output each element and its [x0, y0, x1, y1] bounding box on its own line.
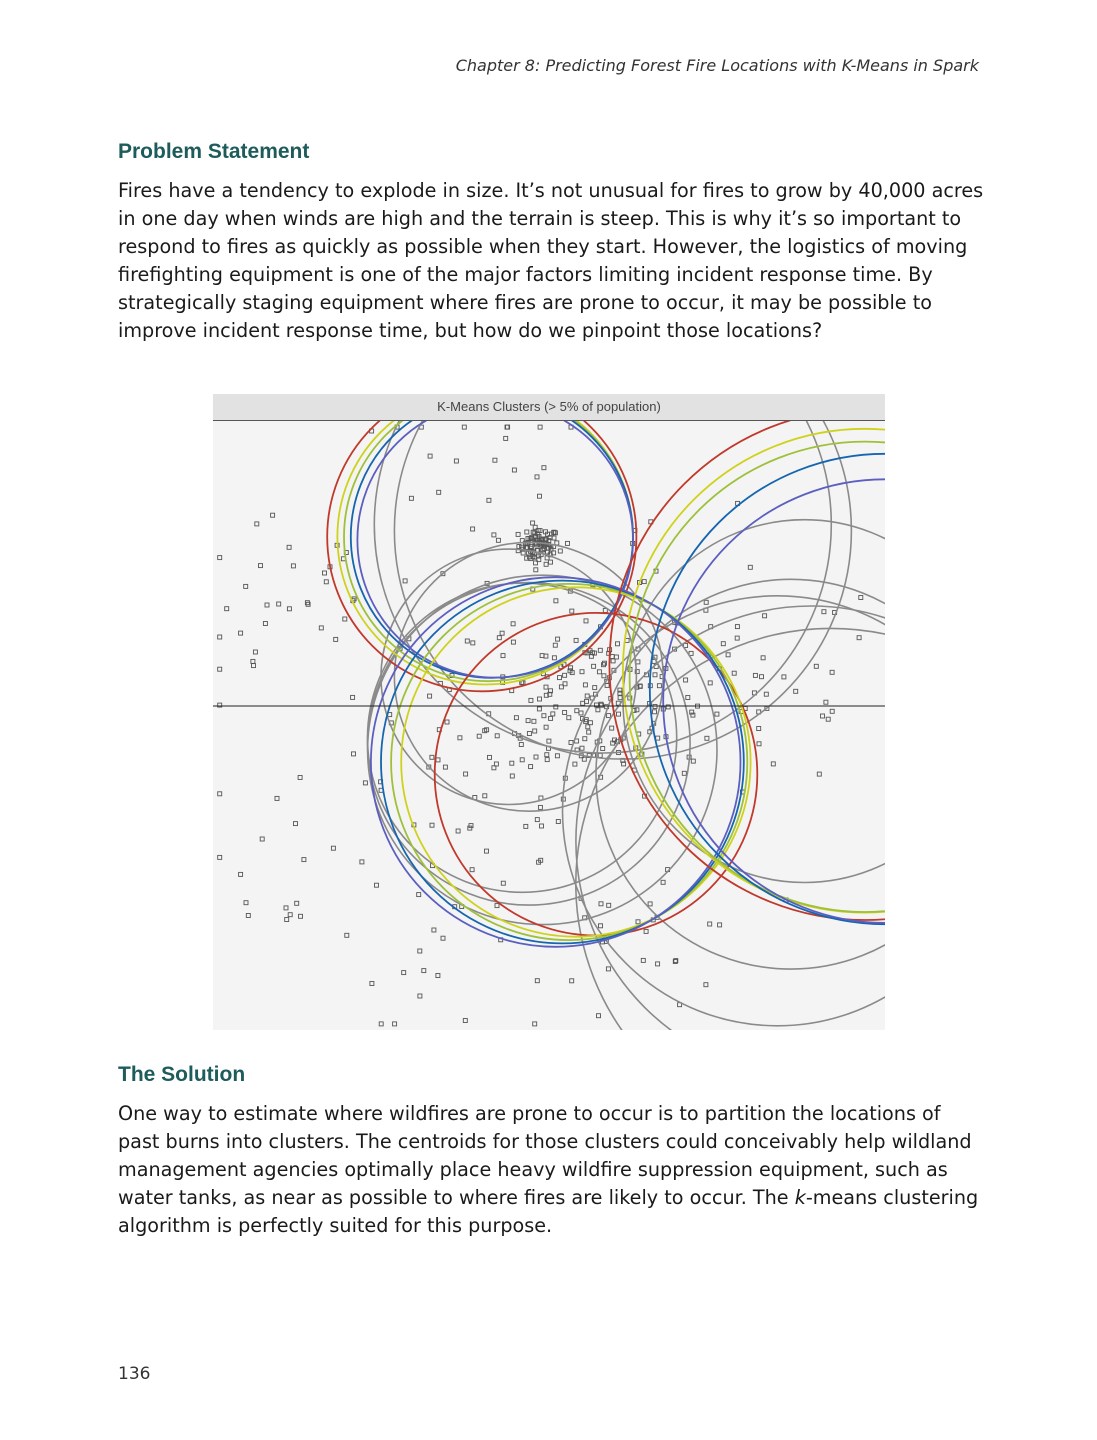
- cluster-circle-gray: [368, 583, 691, 906]
- fire-point: [704, 983, 708, 987]
- fire-point: [556, 820, 560, 824]
- cluster-circles: [327, 394, 885, 1030]
- fire-point: [287, 545, 291, 549]
- fire-point: [487, 498, 491, 502]
- fire-point: [552, 656, 556, 660]
- fire-point: [757, 742, 761, 746]
- fire-point: [428, 454, 432, 458]
- fire-point: [417, 893, 421, 897]
- fire-point: [511, 622, 515, 626]
- fire-point: [469, 824, 473, 828]
- fire-point: [516, 532, 520, 536]
- fire-point: [656, 736, 660, 740]
- fire-point: [544, 562, 548, 566]
- fire-point: [588, 721, 592, 725]
- fire-point: [567, 716, 571, 720]
- fire-point: [375, 883, 379, 887]
- fire-point: [580, 746, 584, 750]
- fire-point: [260, 837, 264, 841]
- fire-point: [504, 436, 508, 440]
- fire-point: [331, 846, 335, 850]
- fire-point: [456, 829, 460, 833]
- scatter-points: [218, 425, 863, 1026]
- fire-point: [501, 654, 505, 658]
- fire-point: [379, 1022, 383, 1026]
- fire-point: [284, 906, 288, 910]
- fire-point: [616, 642, 620, 646]
- fire-point: [586, 725, 590, 729]
- fire-point: [493, 458, 497, 462]
- fire-point: [764, 692, 768, 696]
- solution-text-after: -means clustering algorithm is perfectly suited for this purpose.: [118, 1186, 979, 1237]
- fire-point: [558, 676, 562, 680]
- cluster-circle-purple: [371, 577, 741, 947]
- fire-point: [554, 599, 558, 603]
- fire-point: [584, 619, 588, 623]
- fire-point: [402, 971, 406, 975]
- problem-paragraph: Fires have a tendency to explode in size. It’s not unusual for fires to grow by 40,000 acres in one day when winds are high and the terrain is steep. This is why it’s so important to respond to fires as quickly as possible when they start. However, the logistics of moving firefighting equipment is one of the major factors limiting incident response time. By strategically staging equipment where fires are prone to occur, it may be possible to improve incident response time, but how do we pinpoint those locations?: [118, 179, 984, 342]
- fire-point: [468, 826, 472, 830]
- plot-area: [213, 394, 885, 1030]
- fire-point: [255, 522, 259, 526]
- fire-point: [430, 755, 434, 759]
- fire-point: [579, 711, 583, 715]
- fire-point: [319, 626, 323, 630]
- fire-point: [263, 622, 267, 626]
- fire-point: [531, 521, 535, 525]
- fire-point: [294, 822, 298, 826]
- fire-point: [510, 774, 514, 778]
- fire-point: [573, 762, 577, 766]
- solution-emphasis-k: k: [794, 1186, 806, 1209]
- fire-point: [363, 781, 367, 785]
- fire-point: [537, 707, 541, 711]
- fire-point: [496, 538, 500, 542]
- fire-point: [275, 796, 279, 800]
- fire-point: [483, 794, 487, 798]
- fire-point: [246, 914, 250, 918]
- fire-point: [735, 625, 739, 629]
- fire-point: [225, 607, 229, 611]
- fire-point: [794, 689, 798, 693]
- fire-point: [526, 719, 530, 723]
- fire-point: [602, 674, 606, 678]
- fire-point: [556, 637, 560, 641]
- fire-point: [464, 772, 468, 776]
- fire-point: [601, 747, 605, 751]
- fire-point: [511, 640, 515, 644]
- fire-point: [370, 982, 374, 986]
- fire-point: [563, 711, 567, 715]
- fire-point: [535, 979, 539, 983]
- fire-point: [525, 556, 529, 560]
- fire-point: [748, 565, 752, 569]
- fire-point: [436, 758, 440, 762]
- fire-point: [574, 638, 578, 642]
- fire-point: [291, 564, 295, 568]
- fire-point: [721, 642, 725, 646]
- fire-point: [857, 636, 861, 640]
- fire-point: [534, 568, 538, 572]
- fire-point: [445, 720, 449, 724]
- fire-point: [726, 653, 730, 657]
- fire-point: [763, 614, 767, 618]
- fire-point: [527, 732, 531, 736]
- fire-point: [524, 824, 528, 828]
- fire-point: [218, 635, 222, 639]
- fire-point: [533, 729, 537, 733]
- fire-point: [653, 710, 657, 714]
- fire-point: [592, 664, 596, 668]
- fire-point: [534, 755, 538, 759]
- fire-point: [352, 752, 356, 756]
- fire-point: [618, 696, 622, 700]
- fire-point: [360, 860, 364, 864]
- fire-point: [323, 571, 327, 575]
- fire-point: [532, 719, 536, 723]
- fire-point: [239, 631, 243, 635]
- fire-point: [218, 667, 222, 671]
- fire-point: [495, 904, 499, 908]
- fire-point: [826, 717, 830, 721]
- fire-point: [529, 765, 533, 769]
- fire-point: [715, 712, 719, 716]
- fire-point: [587, 730, 591, 734]
- solution-paragraph: [118, 1100, 988, 1240]
- fire-point: [814, 664, 818, 668]
- fire-point: [465, 639, 469, 643]
- fire-point: [458, 736, 462, 740]
- fire-point: [418, 994, 422, 998]
- fire-point: [436, 974, 440, 978]
- fire-point: [345, 933, 349, 937]
- fire-point: [471, 641, 475, 645]
- solution-heading: The Solution: [118, 1063, 246, 1086]
- fire-point: [252, 664, 256, 668]
- fire-point: [520, 758, 524, 762]
- fire-point: [501, 881, 505, 885]
- fire-point: [648, 902, 652, 906]
- fire-point: [614, 655, 618, 659]
- fire-point: [761, 656, 765, 660]
- fire-point: [538, 494, 542, 498]
- fire-point: [244, 584, 248, 588]
- fire-point: [636, 920, 640, 924]
- fire-point: [409, 496, 413, 500]
- fire-point: [753, 673, 757, 677]
- fire-point: [682, 771, 686, 775]
- fire-point: [641, 958, 645, 962]
- fire-point: [253, 650, 257, 654]
- fire-point: [686, 696, 690, 700]
- fire-point: [519, 743, 523, 747]
- fire-point: [510, 761, 514, 765]
- fire-point: [598, 753, 602, 757]
- fire-point: [545, 753, 549, 757]
- fire-point: [642, 580, 646, 584]
- fire-point: [610, 726, 614, 730]
- fire-point: [593, 686, 597, 690]
- fire-point: [771, 762, 775, 766]
- fire-point: [598, 648, 602, 652]
- fire-point: [428, 694, 432, 698]
- fire-point: [830, 709, 834, 713]
- fire-point: [471, 527, 475, 531]
- fire-point: [295, 901, 299, 905]
- fire-point: [585, 694, 589, 698]
- fire-point: [512, 468, 516, 472]
- fire-point: [704, 600, 708, 604]
- fire-point: [570, 979, 574, 983]
- fire-point: [514, 716, 518, 720]
- fire-point: [544, 725, 548, 729]
- fire-point: [708, 681, 712, 685]
- fire-point: [617, 712, 621, 716]
- problem-heading: Problem Statement: [118, 140, 310, 163]
- fire-point: [757, 727, 761, 731]
- fire-point: [859, 596, 863, 600]
- fire-point: [542, 466, 546, 470]
- fire-point: [611, 659, 615, 663]
- fire-point: [760, 675, 764, 679]
- fire-point: [597, 1014, 601, 1018]
- fire-point: [497, 636, 501, 640]
- fire-point: [732, 671, 736, 675]
- fire-point: [477, 734, 481, 738]
- fire-point: [607, 903, 611, 907]
- fire-point: [244, 901, 248, 905]
- fire-point: [529, 698, 533, 702]
- fire-point: [735, 636, 739, 640]
- fire-point: [535, 475, 539, 479]
- fire-point: [470, 868, 474, 872]
- fire-point: [636, 660, 640, 664]
- fire-point: [830, 670, 834, 674]
- fire-point: [285, 918, 289, 922]
- fire-point: [432, 928, 436, 932]
- fire-point: [691, 759, 695, 763]
- fire-point: [239, 872, 243, 876]
- fire-point: [570, 609, 574, 613]
- fire-point: [549, 560, 553, 564]
- fire-point: [718, 923, 722, 927]
- fire-point: [661, 880, 665, 884]
- running-header: Chapter 8: Predicting Forest Fire Locations with K-Means in Spark: [455, 56, 979, 75]
- fire-point: [547, 739, 551, 743]
- fire-point: [441, 936, 445, 940]
- fire-point: [583, 737, 587, 741]
- fire-point: [607, 714, 611, 718]
- fire-point: [218, 855, 222, 859]
- fire-point: [644, 929, 648, 933]
- fire-point: [351, 695, 355, 699]
- fire-point: [454, 459, 458, 463]
- fire-point: [782, 675, 786, 679]
- fire-point: [298, 776, 302, 780]
- fire-point: [525, 530, 529, 534]
- fire-point: [277, 602, 281, 606]
- fire-point: [443, 765, 447, 769]
- solution-text-before: One way to estimate where wildfires are prone to occur is to partition the locations of past burns into clusters. The centroids for those clusters could conceivably help wildland management agencies optimally place heavy wildfire suppression equipment, such as water tanks, as near as possible to where fires are likely to occur. The: [118, 1102, 972, 1209]
- fire-point: [553, 643, 557, 647]
- fire-point: [492, 533, 496, 537]
- fire-point: [430, 823, 434, 827]
- fire-point: [218, 556, 222, 560]
- fire-point: [575, 709, 579, 713]
- fire-point: [393, 1022, 397, 1026]
- fire-point: [596, 708, 600, 712]
- fire-point: [822, 610, 826, 614]
- fire-point: [485, 849, 489, 853]
- fire-point: [540, 824, 544, 828]
- fire-point: [437, 490, 441, 494]
- fire-point: [583, 683, 587, 687]
- kmeans-chart: [213, 394, 885, 1030]
- fire-point: [821, 714, 825, 718]
- fire-point: [265, 603, 269, 607]
- fire-point: [542, 714, 546, 718]
- fire-point: [251, 659, 255, 663]
- fire-point: [462, 425, 466, 429]
- fire-point: [563, 673, 567, 677]
- fire-point: [418, 949, 422, 953]
- fire-point: [463, 1019, 467, 1023]
- fire-point: [538, 805, 542, 809]
- fire-point: [324, 580, 328, 584]
- fire-point: [599, 902, 603, 906]
- fire-point: [566, 541, 570, 545]
- fire-point: [549, 716, 553, 720]
- fire-point: [495, 734, 499, 738]
- fire-point: [422, 969, 426, 973]
- fire-point: [558, 549, 562, 553]
- fire-point: [599, 924, 603, 928]
- fire-point: [271, 513, 275, 517]
- fire-point: [656, 962, 660, 966]
- fire-point: [343, 617, 347, 621]
- fire-point: [287, 607, 291, 611]
- chart-title: K-Means Clusters (> 5% of population): [437, 399, 661, 414]
- cluster-circle-gray: [623, 520, 885, 883]
- fire-point: [403, 579, 407, 583]
- fire-point: [653, 673, 657, 677]
- fire-point: [545, 758, 549, 762]
- fire-point: [605, 683, 609, 687]
- fire-point: [302, 858, 306, 862]
- fire-point: [538, 697, 542, 701]
- fire-point: [597, 670, 601, 674]
- fire-point: [555, 754, 559, 758]
- fire-point: [538, 425, 542, 429]
- fire-point: [218, 792, 222, 796]
- fire-point: [288, 913, 292, 917]
- fire-point: [551, 712, 555, 716]
- fire-point: [580, 670, 584, 674]
- fire-point: [299, 914, 303, 918]
- fire-point: [259, 564, 263, 568]
- fire-point: [535, 818, 539, 822]
- fire-point: [533, 1022, 537, 1026]
- fire-point: [488, 755, 492, 759]
- page-number: 136: [118, 1364, 151, 1384]
- fire-point: [684, 678, 688, 682]
- fire-point: [705, 736, 709, 740]
- fire-point: [824, 700, 828, 704]
- fire-point: [606, 967, 610, 971]
- fire-point: [544, 685, 548, 689]
- fire-point: [708, 922, 712, 926]
- kmeans-figure: [213, 394, 885, 1030]
- fire-point: [657, 684, 661, 688]
- fire-point: [817, 772, 821, 776]
- fire-point: [334, 637, 338, 641]
- fire-point: [500, 631, 504, 635]
